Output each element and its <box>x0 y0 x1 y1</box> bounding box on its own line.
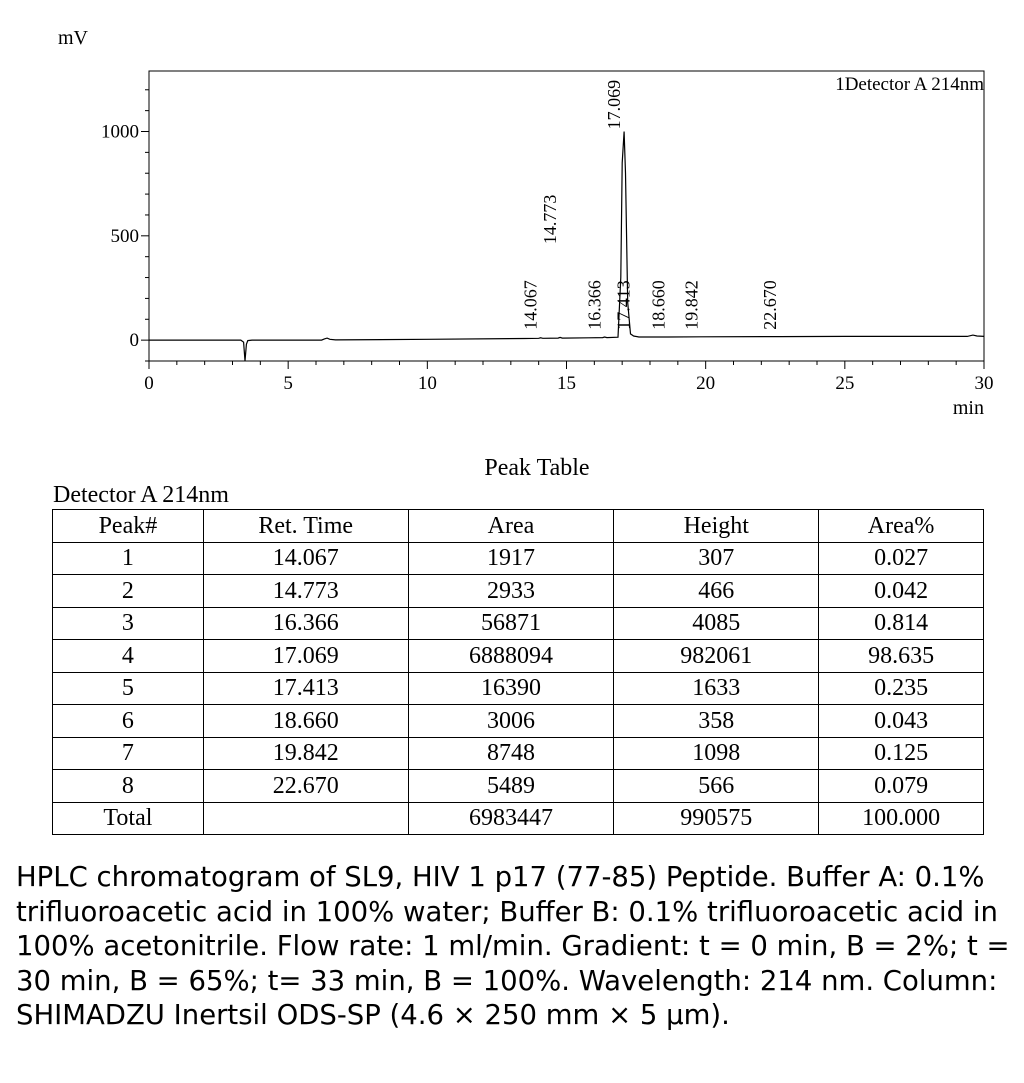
cell-peak-num: 5 <box>53 672 204 705</box>
peak-label: 16.366 <box>584 280 605 330</box>
cell-height: 1098 <box>614 737 819 770</box>
x-tick-label: 25 <box>835 373 855 394</box>
cell-peak-num: 1 <box>53 542 204 575</box>
x-axis-label: min <box>952 397 984 419</box>
peak-label: 17.413 <box>613 280 634 330</box>
total-ret-time <box>203 802 408 835</box>
peak-table <box>52 509 984 835</box>
cell-height: 466 <box>614 575 819 608</box>
cell-area: 2933 <box>408 575 614 608</box>
cell-ret-time: 19.842 <box>203 737 408 770</box>
table-row <box>53 737 984 770</box>
col-header-peak: Peak# <box>53 510 204 543</box>
cell-ret-time: 16.366 <box>203 607 408 640</box>
peak-table-title: Peak Table <box>484 455 590 481</box>
cell-height: 982061 <box>614 640 819 673</box>
cell-area-pct: 0.125 <box>819 737 984 770</box>
col-header-ret-time: Ret. Time <box>203 510 408 543</box>
cell-area-pct: 0.814 <box>819 607 984 640</box>
table-row <box>53 672 984 705</box>
cell-height: 307 <box>614 542 819 575</box>
cell-area-pct: 0.027 <box>819 542 984 575</box>
y-tick-label: 500 <box>110 225 139 247</box>
x-tick-label: 10 <box>417 373 437 394</box>
cell-height: 358 <box>614 705 819 738</box>
y-tick-label: 0 <box>129 330 139 352</box>
legend-label: 1Detector A 214nm <box>835 74 984 95</box>
col-header-height: Height <box>614 510 819 543</box>
cell-area: 16390 <box>408 672 614 705</box>
table-total-row <box>53 802 984 835</box>
x-tick-label: 0 <box>144 373 154 394</box>
cell-area-pct: 98.635 <box>819 640 984 673</box>
peak-label: 14.067 <box>520 280 541 330</box>
total-area: 6983447 <box>408 802 614 835</box>
total-height: 990575 <box>614 802 819 835</box>
cell-area-pct: 0.079 <box>819 770 984 803</box>
cell-area-pct: 0.043 <box>819 705 984 738</box>
x-tick-label: 15 <box>557 373 576 394</box>
y-axis-label: mV <box>58 27 88 49</box>
table-row <box>53 575 984 608</box>
cell-area: 56871 <box>408 607 614 640</box>
detector-label: Detector A 214nm <box>53 482 229 508</box>
cell-height: 4085 <box>614 607 819 640</box>
cell-ret-time: 17.069 <box>203 640 408 673</box>
table-row <box>53 705 984 738</box>
y-tick-label: 1000 <box>101 121 139 143</box>
cell-area-pct: 0.235 <box>819 672 984 705</box>
cell-ret-time: 17.413 <box>203 672 408 705</box>
x-tick-label: 5 <box>283 373 293 394</box>
figure-caption: HPLC chromatogram of SL9, HIV 1 p17 (77-85) Peptide. Buffer A: 0.1% trifluoroacetic acid in 100% water; Buffer B: 0.1% trifluoroacetic acid in 100% acetonitrile. Flow rate: 1 ml/min. Gradient: t = 0 min, B = 2%; t = 30 min, B = 65%; t= 33 min, B = 100%. Wavelength: 214 nm. Column: SHIMADZU Inertsil ODS-SP (4.6 × 250 mm × 5 µm). <box>16 861 1010 1032</box>
x-tick-label: 20 <box>696 373 716 394</box>
cell-peak-num: 8 <box>53 770 204 803</box>
cell-ret-time: 18.660 <box>203 705 408 738</box>
cell-area: 6888094 <box>408 640 614 673</box>
cell-ret-time: 14.773 <box>203 575 408 608</box>
chromatogram-trace <box>149 132 984 362</box>
peak-label: 18.660 <box>648 280 669 330</box>
cell-height: 566 <box>614 770 819 803</box>
cell-peak-num: 6 <box>53 705 204 738</box>
cell-peak-num: 2 <box>53 575 204 608</box>
peak-label: 17.069 <box>604 79 625 130</box>
plot-frame <box>149 71 984 361</box>
cell-ret-time: 22.670 <box>203 770 408 803</box>
total-label: Total <box>53 802 204 835</box>
col-header-area-pct: Area% <box>819 510 984 543</box>
col-header-area: Area <box>408 510 614 543</box>
peak-label: 22.670 <box>759 280 780 330</box>
table-row <box>53 640 984 673</box>
cell-area: 3006 <box>408 705 614 738</box>
cell-peak-num: 4 <box>53 640 204 673</box>
cell-area-pct: 0.042 <box>819 575 984 608</box>
cell-height: 1633 <box>614 672 819 705</box>
x-tick-label: 30 <box>974 373 994 394</box>
cell-peak-num: 7 <box>53 737 204 770</box>
peak-label: 14.773 <box>540 194 561 245</box>
cell-area: 5489 <box>408 770 614 803</box>
table-header-row <box>53 510 984 543</box>
table-row <box>53 607 984 640</box>
cell-area: 1917 <box>408 542 614 575</box>
peak-label: 19.842 <box>681 280 702 330</box>
table-row <box>53 542 984 575</box>
cell-peak-num: 3 <box>53 607 204 640</box>
cell-area: 8748 <box>408 737 614 770</box>
total-area-pct: 100.000 <box>819 802 984 835</box>
chromatogram-chart <box>0 0 1024 440</box>
table-row <box>53 770 984 803</box>
cell-ret-time: 14.067 <box>203 542 408 575</box>
